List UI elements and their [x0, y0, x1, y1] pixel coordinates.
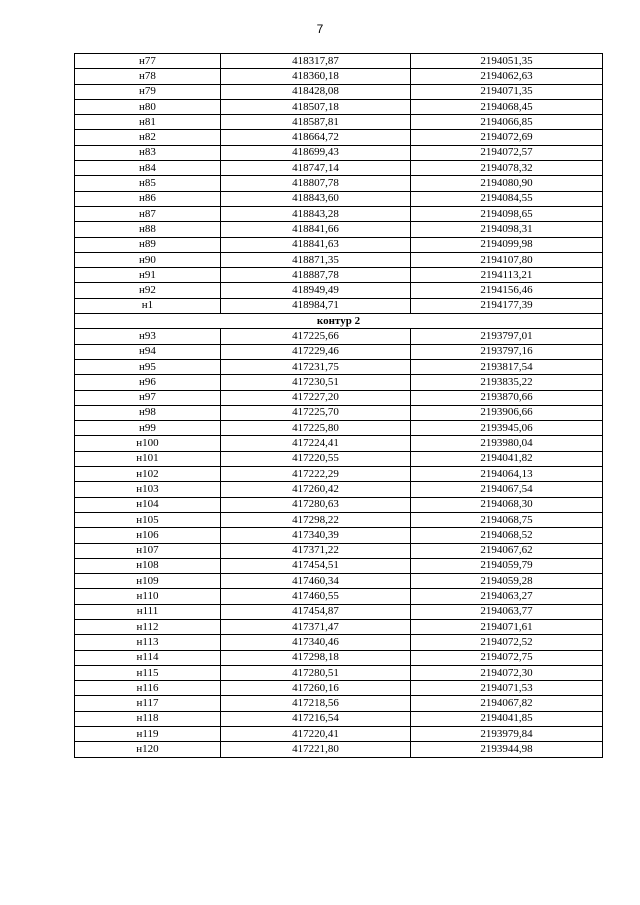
point-id-cell: н79 [75, 84, 221, 99]
point-id-cell: н108 [75, 558, 221, 573]
table-row [75, 375, 603, 390]
point-id-cell: н94 [75, 344, 221, 359]
table-row [75, 130, 603, 145]
y-coordinate-cell: 2194113,21 [411, 268, 603, 283]
y-coordinate-cell: 2193945,06 [411, 421, 603, 436]
table-row [75, 283, 603, 298]
x-coordinate-cell: 417216,54 [221, 711, 411, 726]
point-id-cell: н80 [75, 99, 221, 114]
table-row [75, 589, 603, 604]
table-row [75, 451, 603, 466]
y-coordinate-cell: 2193817,54 [411, 359, 603, 374]
y-coordinate-cell: 2194071,35 [411, 84, 603, 99]
point-id-cell: н107 [75, 543, 221, 558]
point-id-cell: н99 [75, 421, 221, 436]
x-coordinate-cell: 417225,66 [221, 329, 411, 344]
point-id-cell: н89 [75, 237, 221, 252]
table-row [75, 497, 603, 512]
x-coordinate-cell: 418984,71 [221, 298, 411, 313]
point-id-cell: н81 [75, 115, 221, 130]
table-row [75, 467, 603, 482]
table-row [75, 344, 603, 359]
y-coordinate-cell: 2194059,79 [411, 558, 603, 573]
y-coordinate-cell: 2194067,54 [411, 482, 603, 497]
x-coordinate-cell: 417260,16 [221, 681, 411, 696]
x-coordinate-cell: 418360,18 [221, 69, 411, 84]
table-row [75, 237, 603, 252]
y-coordinate-cell: 2194072,30 [411, 665, 603, 680]
point-id-cell: н116 [75, 681, 221, 696]
point-id-cell: н112 [75, 619, 221, 634]
point-id-cell: н118 [75, 711, 221, 726]
point-id-cell: н105 [75, 512, 221, 527]
point-id-cell: н1 [75, 298, 221, 313]
table-row [75, 574, 603, 589]
x-coordinate-cell: 418949,49 [221, 283, 411, 298]
point-id-cell: н100 [75, 436, 221, 451]
y-coordinate-cell: 2194098,65 [411, 206, 603, 221]
x-coordinate-cell: 417454,51 [221, 558, 411, 573]
point-id-cell: н86 [75, 191, 221, 206]
x-coordinate-cell: 417218,56 [221, 696, 411, 711]
point-id-cell: н91 [75, 268, 221, 283]
x-coordinate-cell: 417340,46 [221, 635, 411, 650]
x-coordinate-cell: 417230,51 [221, 375, 411, 390]
y-coordinate-cell: 2194041,85 [411, 711, 603, 726]
point-id-cell: н88 [75, 222, 221, 237]
x-coordinate-cell: 417460,34 [221, 574, 411, 589]
point-id-cell: н104 [75, 497, 221, 512]
y-coordinate-cell: 2193979,84 [411, 727, 603, 742]
y-coordinate-cell: 2194072,52 [411, 635, 603, 650]
y-coordinate-cell: 2193870,66 [411, 390, 603, 405]
y-coordinate-cell: 2194068,52 [411, 528, 603, 543]
point-id-cell: н83 [75, 145, 221, 160]
point-id-cell: н90 [75, 252, 221, 267]
x-coordinate-cell: 417220,41 [221, 727, 411, 742]
y-coordinate-cell: 2194063,77 [411, 604, 603, 619]
y-coordinate-cell: 2194066,85 [411, 115, 603, 130]
table-row [75, 742, 603, 757]
y-coordinate-cell: 2194072,69 [411, 130, 603, 145]
table-row [75, 681, 603, 696]
y-coordinate-cell: 2194177,39 [411, 298, 603, 313]
point-id-cell: н78 [75, 69, 221, 84]
table-row [75, 482, 603, 497]
x-coordinate-cell: 418507,18 [221, 99, 411, 114]
x-coordinate-cell: 417371,47 [221, 619, 411, 634]
page-number: 7 [316, 22, 324, 36]
table-row [75, 604, 603, 619]
x-coordinate-cell: 417224,41 [221, 436, 411, 451]
x-coordinate-cell: 417220,55 [221, 451, 411, 466]
table-row [75, 436, 603, 451]
table-row [75, 115, 603, 130]
point-id-cell: н98 [75, 405, 221, 420]
point-id-cell: н102 [75, 467, 221, 482]
x-coordinate-cell: 418843,60 [221, 191, 411, 206]
point-id-cell: н111 [75, 604, 221, 619]
x-coordinate-cell: 418317,87 [221, 54, 411, 69]
table-row [75, 329, 603, 344]
table-row [75, 512, 603, 527]
table-row [75, 558, 603, 573]
point-id-cell: н117 [75, 696, 221, 711]
table-row [75, 298, 603, 313]
point-id-cell: н103 [75, 482, 221, 497]
y-coordinate-cell: 2194099,98 [411, 237, 603, 252]
x-coordinate-cell: 418841,63 [221, 237, 411, 252]
point-id-cell: н119 [75, 727, 221, 742]
y-coordinate-cell: 2194068,45 [411, 99, 603, 114]
y-coordinate-cell: 2194068,30 [411, 497, 603, 512]
x-coordinate-cell: 417460,55 [221, 589, 411, 604]
x-coordinate-cell: 417225,70 [221, 405, 411, 420]
point-id-cell: н115 [75, 665, 221, 680]
table-row [75, 161, 603, 176]
y-coordinate-cell: 2194071,61 [411, 619, 603, 634]
y-coordinate-cell: 2194067,62 [411, 543, 603, 558]
table-row [75, 635, 603, 650]
table-row [75, 145, 603, 160]
coordinates-table-body [75, 54, 603, 758]
y-coordinate-cell: 2193980,04 [411, 436, 603, 451]
point-id-cell: н97 [75, 390, 221, 405]
point-id-cell: н106 [75, 528, 221, 543]
x-coordinate-cell: 417227,20 [221, 390, 411, 405]
table-row [75, 711, 603, 726]
x-coordinate-cell: 417229,46 [221, 344, 411, 359]
x-coordinate-cell: 417371,22 [221, 543, 411, 558]
y-coordinate-cell: 2193906,66 [411, 405, 603, 420]
x-coordinate-cell: 418747,14 [221, 161, 411, 176]
table-row [75, 191, 603, 206]
table-row [75, 528, 603, 543]
section-row [75, 314, 603, 329]
coordinates-table [74, 53, 603, 758]
table-row [75, 359, 603, 374]
point-id-cell: н77 [75, 54, 221, 69]
x-coordinate-cell: 418664,72 [221, 130, 411, 145]
table-row [75, 696, 603, 711]
table-row [75, 665, 603, 680]
table-row [75, 99, 603, 114]
x-coordinate-cell: 417260,42 [221, 482, 411, 497]
y-coordinate-cell: 2194107,80 [411, 252, 603, 267]
table-row [75, 84, 603, 99]
y-coordinate-cell: 2194068,75 [411, 512, 603, 527]
point-id-cell: н120 [75, 742, 221, 757]
x-coordinate-cell: 418841,66 [221, 222, 411, 237]
table-row [75, 543, 603, 558]
x-coordinate-cell: 417298,18 [221, 650, 411, 665]
x-coordinate-cell: 418699,43 [221, 145, 411, 160]
table-row [75, 421, 603, 436]
y-coordinate-cell: 2194062,63 [411, 69, 603, 84]
y-coordinate-cell: 2194064,13 [411, 467, 603, 482]
point-id-cell: н87 [75, 206, 221, 221]
x-coordinate-cell: 417298,22 [221, 512, 411, 527]
y-coordinate-cell: 2193835,22 [411, 375, 603, 390]
x-coordinate-cell: 417225,80 [221, 421, 411, 436]
y-coordinate-cell: 2194156,46 [411, 283, 603, 298]
x-coordinate-cell: 417280,51 [221, 665, 411, 680]
x-coordinate-cell: 418807,78 [221, 176, 411, 191]
section-title: контур 2 [75, 314, 603, 329]
table-row [75, 206, 603, 221]
table-row [75, 69, 603, 84]
table-row [75, 650, 603, 665]
y-coordinate-cell: 2193797,16 [411, 344, 603, 359]
x-coordinate-cell: 417454,87 [221, 604, 411, 619]
point-id-cell: н114 [75, 650, 221, 665]
y-coordinate-cell: 2194072,75 [411, 650, 603, 665]
y-coordinate-cell: 2194072,57 [411, 145, 603, 160]
y-coordinate-cell: 2194063,27 [411, 589, 603, 604]
y-coordinate-cell: 2194051,35 [411, 54, 603, 69]
y-coordinate-cell: 2194059,28 [411, 574, 603, 589]
table-row [75, 222, 603, 237]
point-id-cell: н95 [75, 359, 221, 374]
table-row [75, 252, 603, 267]
table-row [75, 268, 603, 283]
y-coordinate-cell: 2194084,55 [411, 191, 603, 206]
point-id-cell: н82 [75, 130, 221, 145]
point-id-cell: н110 [75, 589, 221, 604]
y-coordinate-cell: 2193797,01 [411, 329, 603, 344]
point-id-cell: н84 [75, 161, 221, 176]
table-row [75, 54, 603, 69]
y-coordinate-cell: 2193944,98 [411, 742, 603, 757]
y-coordinate-cell: 2194041,82 [411, 451, 603, 466]
y-coordinate-cell: 2194067,82 [411, 696, 603, 711]
x-coordinate-cell: 417231,75 [221, 359, 411, 374]
y-coordinate-cell: 2194078,32 [411, 161, 603, 176]
x-coordinate-cell: 417221,80 [221, 742, 411, 757]
table-row [75, 390, 603, 405]
table-row [75, 405, 603, 420]
x-coordinate-cell: 418843,28 [221, 206, 411, 221]
x-coordinate-cell: 417222,29 [221, 467, 411, 482]
point-id-cell: н109 [75, 574, 221, 589]
point-id-cell: н92 [75, 283, 221, 298]
point-id-cell: н101 [75, 451, 221, 466]
y-coordinate-cell: 2194080,90 [411, 176, 603, 191]
x-coordinate-cell: 418887,78 [221, 268, 411, 283]
x-coordinate-cell: 417340,39 [221, 528, 411, 543]
y-coordinate-cell: 2194098,31 [411, 222, 603, 237]
point-id-cell: н113 [75, 635, 221, 650]
table-row [75, 176, 603, 191]
point-id-cell: н96 [75, 375, 221, 390]
point-id-cell: н93 [75, 329, 221, 344]
y-coordinate-cell: 2194071,53 [411, 681, 603, 696]
x-coordinate-cell: 417280,63 [221, 497, 411, 512]
x-coordinate-cell: 418871,35 [221, 252, 411, 267]
x-coordinate-cell: 418587,81 [221, 115, 411, 130]
table-row [75, 619, 603, 634]
point-id-cell: н85 [75, 176, 221, 191]
table-row [75, 727, 603, 742]
x-coordinate-cell: 418428,08 [221, 84, 411, 99]
